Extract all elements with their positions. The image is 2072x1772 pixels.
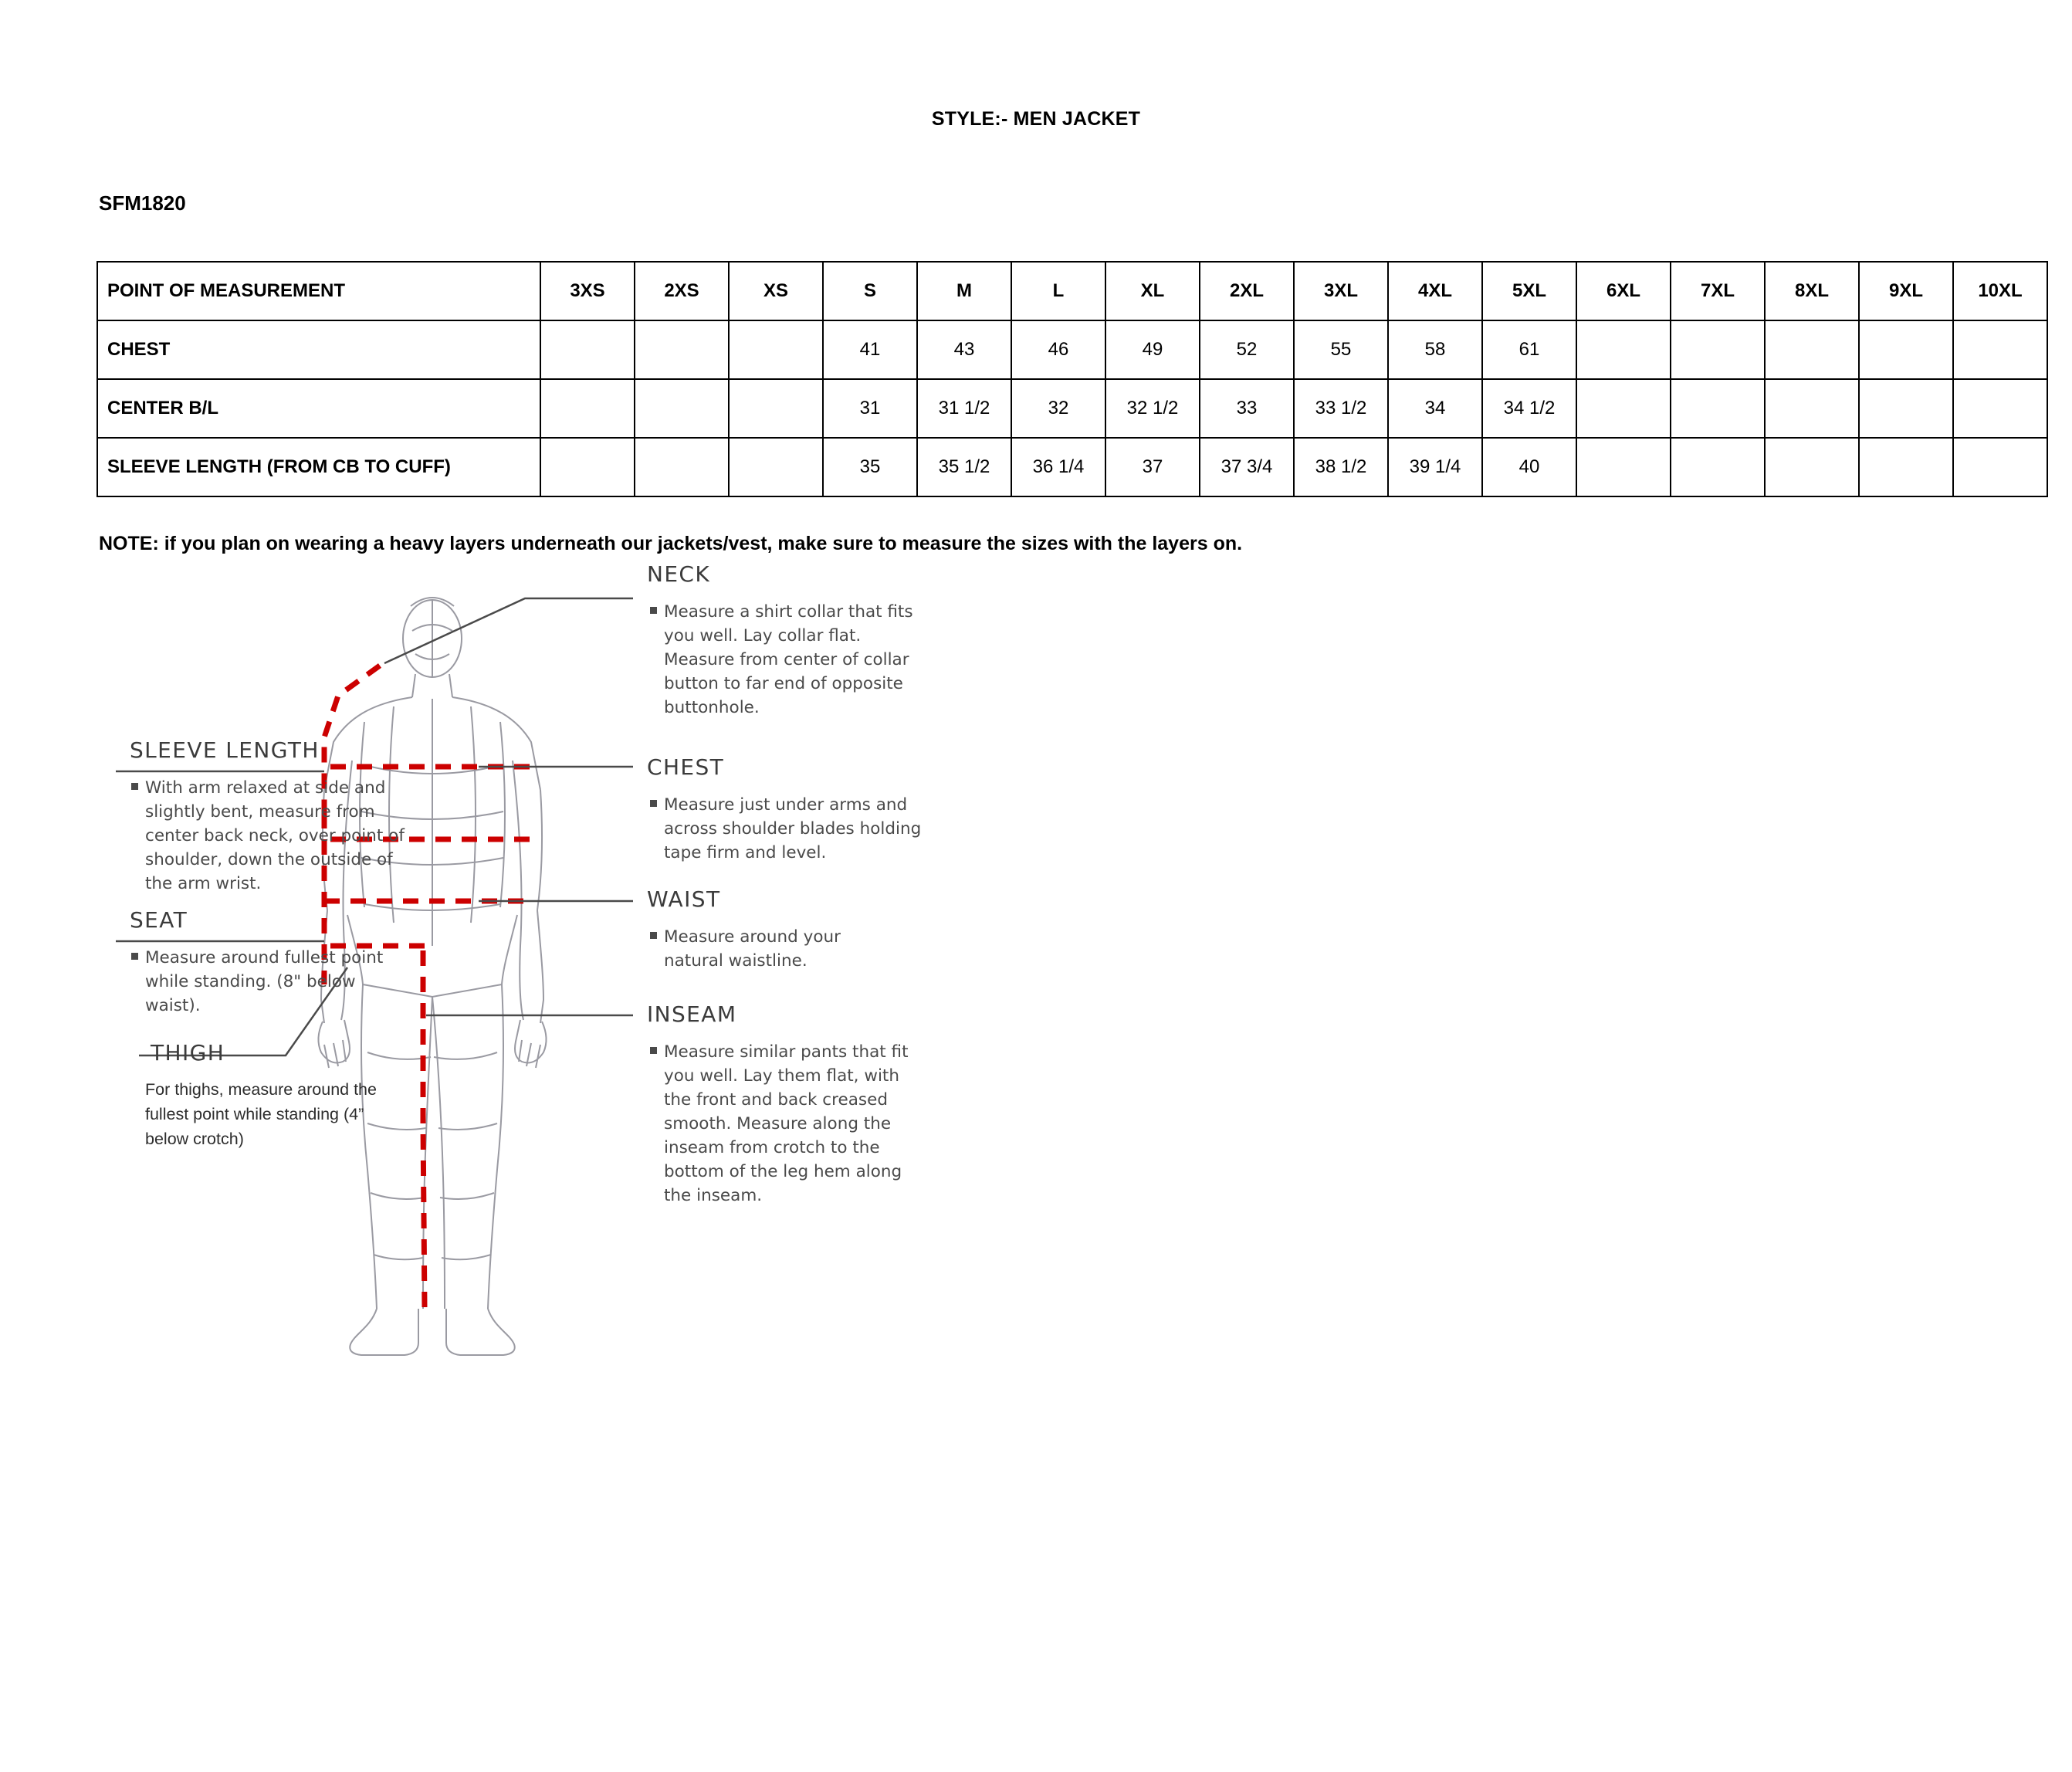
table-cell <box>1953 379 2047 438</box>
annotation-body-seat <box>145 946 400 1018</box>
table-cell <box>635 438 729 496</box>
measurement-note: NOTE: if you plan on wearing a heavy layers underneath our jackets/vest, make sure to measure the sizes with the layers on. <box>99 533 1243 554</box>
table-row <box>97 320 2047 379</box>
table-cell: 61 <box>1482 320 1576 379</box>
column-header: 4XL <box>1388 262 1482 320</box>
column-header: 2XS <box>635 262 729 320</box>
table-cell: 35 <box>823 438 917 496</box>
bullet-icon <box>650 1047 657 1054</box>
table-cell: 49 <box>1105 320 1200 379</box>
table-cell: 33 1/2 <box>1294 379 1388 438</box>
table-cell <box>1576 320 1671 379</box>
annotation-text: Measure a shirt collar that fits you well. Lay collar flat. Measure from center of collar button to far end of opposite buttonhole. <box>664 602 913 717</box>
table-cell: 36 1/4 <box>1011 438 1105 496</box>
annotation-body-inseam <box>664 1040 930 1208</box>
table-cell <box>1671 438 1765 496</box>
bullet-icon <box>131 953 138 960</box>
table-cell: 33 <box>1200 379 1294 438</box>
bullet-icon <box>650 607 657 614</box>
annotation-title-neck: NECK <box>647 561 711 587</box>
table-cell: 40 <box>1482 438 1576 496</box>
annotation-text: Measure around your natural waistline. <box>664 927 841 971</box>
table-cell <box>1576 438 1671 496</box>
page-title: STYLE:- MEN JACKET <box>931 108 1141 130</box>
table-cell: 41 <box>823 320 917 379</box>
table-cell <box>1576 379 1671 438</box>
table-cell <box>729 438 823 496</box>
table-header-row <box>97 262 2047 320</box>
column-header: S <box>823 262 917 320</box>
table-cell <box>1765 320 1859 379</box>
table-cell <box>1859 320 1953 379</box>
annotation-title-thigh: THIGH <box>151 1040 225 1066</box>
table-cell <box>1953 320 2047 379</box>
table-cell <box>635 320 729 379</box>
column-header: 7XL <box>1671 262 1765 320</box>
table-cell: 34 1/2 <box>1482 379 1576 438</box>
bullet-icon <box>131 783 138 790</box>
table-cell: 31 <box>823 379 917 438</box>
table-cell: 31 1/2 <box>917 379 1011 438</box>
row-label: SLEEVE LENGTH (FROM CB TO CUFF) <box>97 438 540 496</box>
table-cell: 58 <box>1388 320 1482 379</box>
bullet-icon <box>650 800 657 807</box>
annotation-title-inseam: INSEAM <box>647 1001 737 1027</box>
table-cell: 37 3/4 <box>1200 438 1294 496</box>
table-row <box>97 379 2047 438</box>
column-header: XL <box>1105 262 1200 320</box>
table-cell <box>729 320 823 379</box>
table-cell <box>540 438 635 496</box>
table-cell: 39 1/4 <box>1388 438 1482 496</box>
annotation-text: Measure around fullest point while standing. (8" below waist). <box>145 948 384 1015</box>
column-header: M <box>917 262 1011 320</box>
table-cell <box>1859 379 1953 438</box>
table-cell: 32 1/2 <box>1105 379 1200 438</box>
table-cell <box>1671 379 1765 438</box>
table-cell: 35 1/2 <box>917 438 1011 496</box>
table-cell: 37 <box>1105 438 1200 496</box>
annotation-text: Measure just under arms and across shoulder blades holding tape firm and level. <box>664 795 922 862</box>
column-header: 3XL <box>1294 262 1388 320</box>
annotation-title-chest: CHEST <box>647 754 725 780</box>
table-cell <box>729 379 823 438</box>
table-cell <box>1953 438 2047 496</box>
table-cell <box>1765 438 1859 496</box>
table-cell: 52 <box>1200 320 1294 379</box>
table-cell <box>1765 379 1859 438</box>
annotation-body-waist <box>664 925 895 973</box>
table-cell <box>1859 438 1953 496</box>
column-header: 10XL <box>1953 262 2047 320</box>
size-chart-table <box>96 261 2048 497</box>
annotation-title-seat: SEAT <box>130 907 188 933</box>
column-header: XS <box>729 262 823 320</box>
row-label: CENTER B/L <box>97 379 540 438</box>
table-cell: 43 <box>917 320 1011 379</box>
annotation-body-chest <box>664 793 930 865</box>
annotation-title-waist: WAIST <box>647 886 721 912</box>
table-cell: 38 1/2 <box>1294 438 1388 496</box>
bullet-icon <box>650 932 657 939</box>
table-cell <box>540 379 635 438</box>
column-header: 2XL <box>1200 262 1294 320</box>
row-label: CHEST <box>97 320 540 379</box>
column-header: 6XL <box>1576 262 1671 320</box>
column-header: 8XL <box>1765 262 1859 320</box>
column-header: 5XL <box>1482 262 1576 320</box>
table-cell: 34 <box>1388 379 1482 438</box>
column-header: L <box>1011 262 1105 320</box>
annotation-body-thigh: For thighs, measure around the fullest point while standing (4” below crotch) <box>145 1080 377 1148</box>
table-row <box>97 438 2047 496</box>
table-cell <box>540 320 635 379</box>
annotation-text: Measure similar pants that fit you well. Lay them flat, with the front and back creased smooth. Measure along the inseam from crotch to the bottom of the leg hem along the inseam. <box>664 1042 909 1205</box>
column-header: POINT OF MEASUREMENT <box>97 262 540 320</box>
table-cell: 46 <box>1011 320 1105 379</box>
annotation-body-neck <box>664 600 919 720</box>
annotation-title-sleeve-length: SLEEVE LENGTH <box>130 737 320 763</box>
column-header: 3XS <box>540 262 635 320</box>
column-header: 9XL <box>1859 262 1953 320</box>
table-cell: 55 <box>1294 320 1388 379</box>
table-cell: 32 <box>1011 379 1105 438</box>
table-cell <box>1671 320 1765 379</box>
style-code: SFM1820 <box>99 191 186 215</box>
table-cell <box>635 379 729 438</box>
measurement-diagram <box>93 561 942 1363</box>
annotation-body-sleeve-length <box>145 776 423 896</box>
annotation-text: With arm relaxed at side and slightly bent, measure from center back neck, over point of shoulder, down the outside of the arm wrist. <box>145 778 405 893</box>
